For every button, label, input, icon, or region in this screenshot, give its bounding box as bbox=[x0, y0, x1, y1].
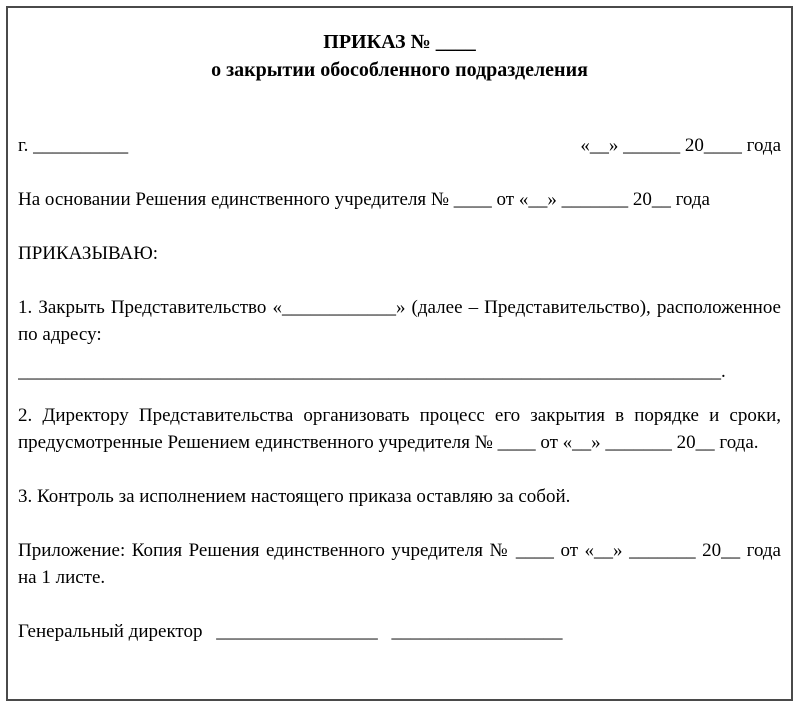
command-heading: ПРИКАЗЫВАЮ: bbox=[18, 243, 159, 264]
document-frame bbox=[6, 6, 793, 701]
date-field: «__» ______ 20____ года bbox=[580, 135, 781, 156]
item3-paragraph: 3. Контроль за исполнением настоящего приказа оставляю за собой. bbox=[18, 486, 571, 507]
item2-paragraph: 2. Директору Представительства организовать процесс его закрытия в порядке и сроки, предусмотренные Решением единственного учредителя № ____ от «__» _______ 20__ года. bbox=[18, 405, 781, 453]
item1-paragraph: 1. Закрыть Представительство «____________» (далее – Представительство), расположенное по адресу: bbox=[18, 297, 781, 345]
document-title-line2: о закрытии обособленного подразделения bbox=[211, 59, 588, 81]
address-blank-line: __________________________________________________________________________. bbox=[18, 361, 726, 382]
signature-label: Генеральный директор bbox=[18, 621, 203, 642]
signature-blank-2: __________________ bbox=[391, 621, 563, 642]
document-title bbox=[18, 28, 781, 84]
document-title-line1: ПРИКАЗ № ____ bbox=[323, 31, 476, 53]
attachment-paragraph: Приложение: Копия Решения единственного учредителя № ____ от «__» _______ 20__ года на 1 листе. bbox=[18, 540, 781, 588]
city-date-row bbox=[18, 132, 781, 159]
basis-paragraph: На основании Решения единственного учредителя № ____ от «__» _______ 20__ года bbox=[18, 189, 710, 210]
signature-blank-1: _________________ bbox=[216, 621, 378, 642]
city-field: г. __________ bbox=[18, 135, 129, 156]
signature-row bbox=[18, 618, 781, 645]
